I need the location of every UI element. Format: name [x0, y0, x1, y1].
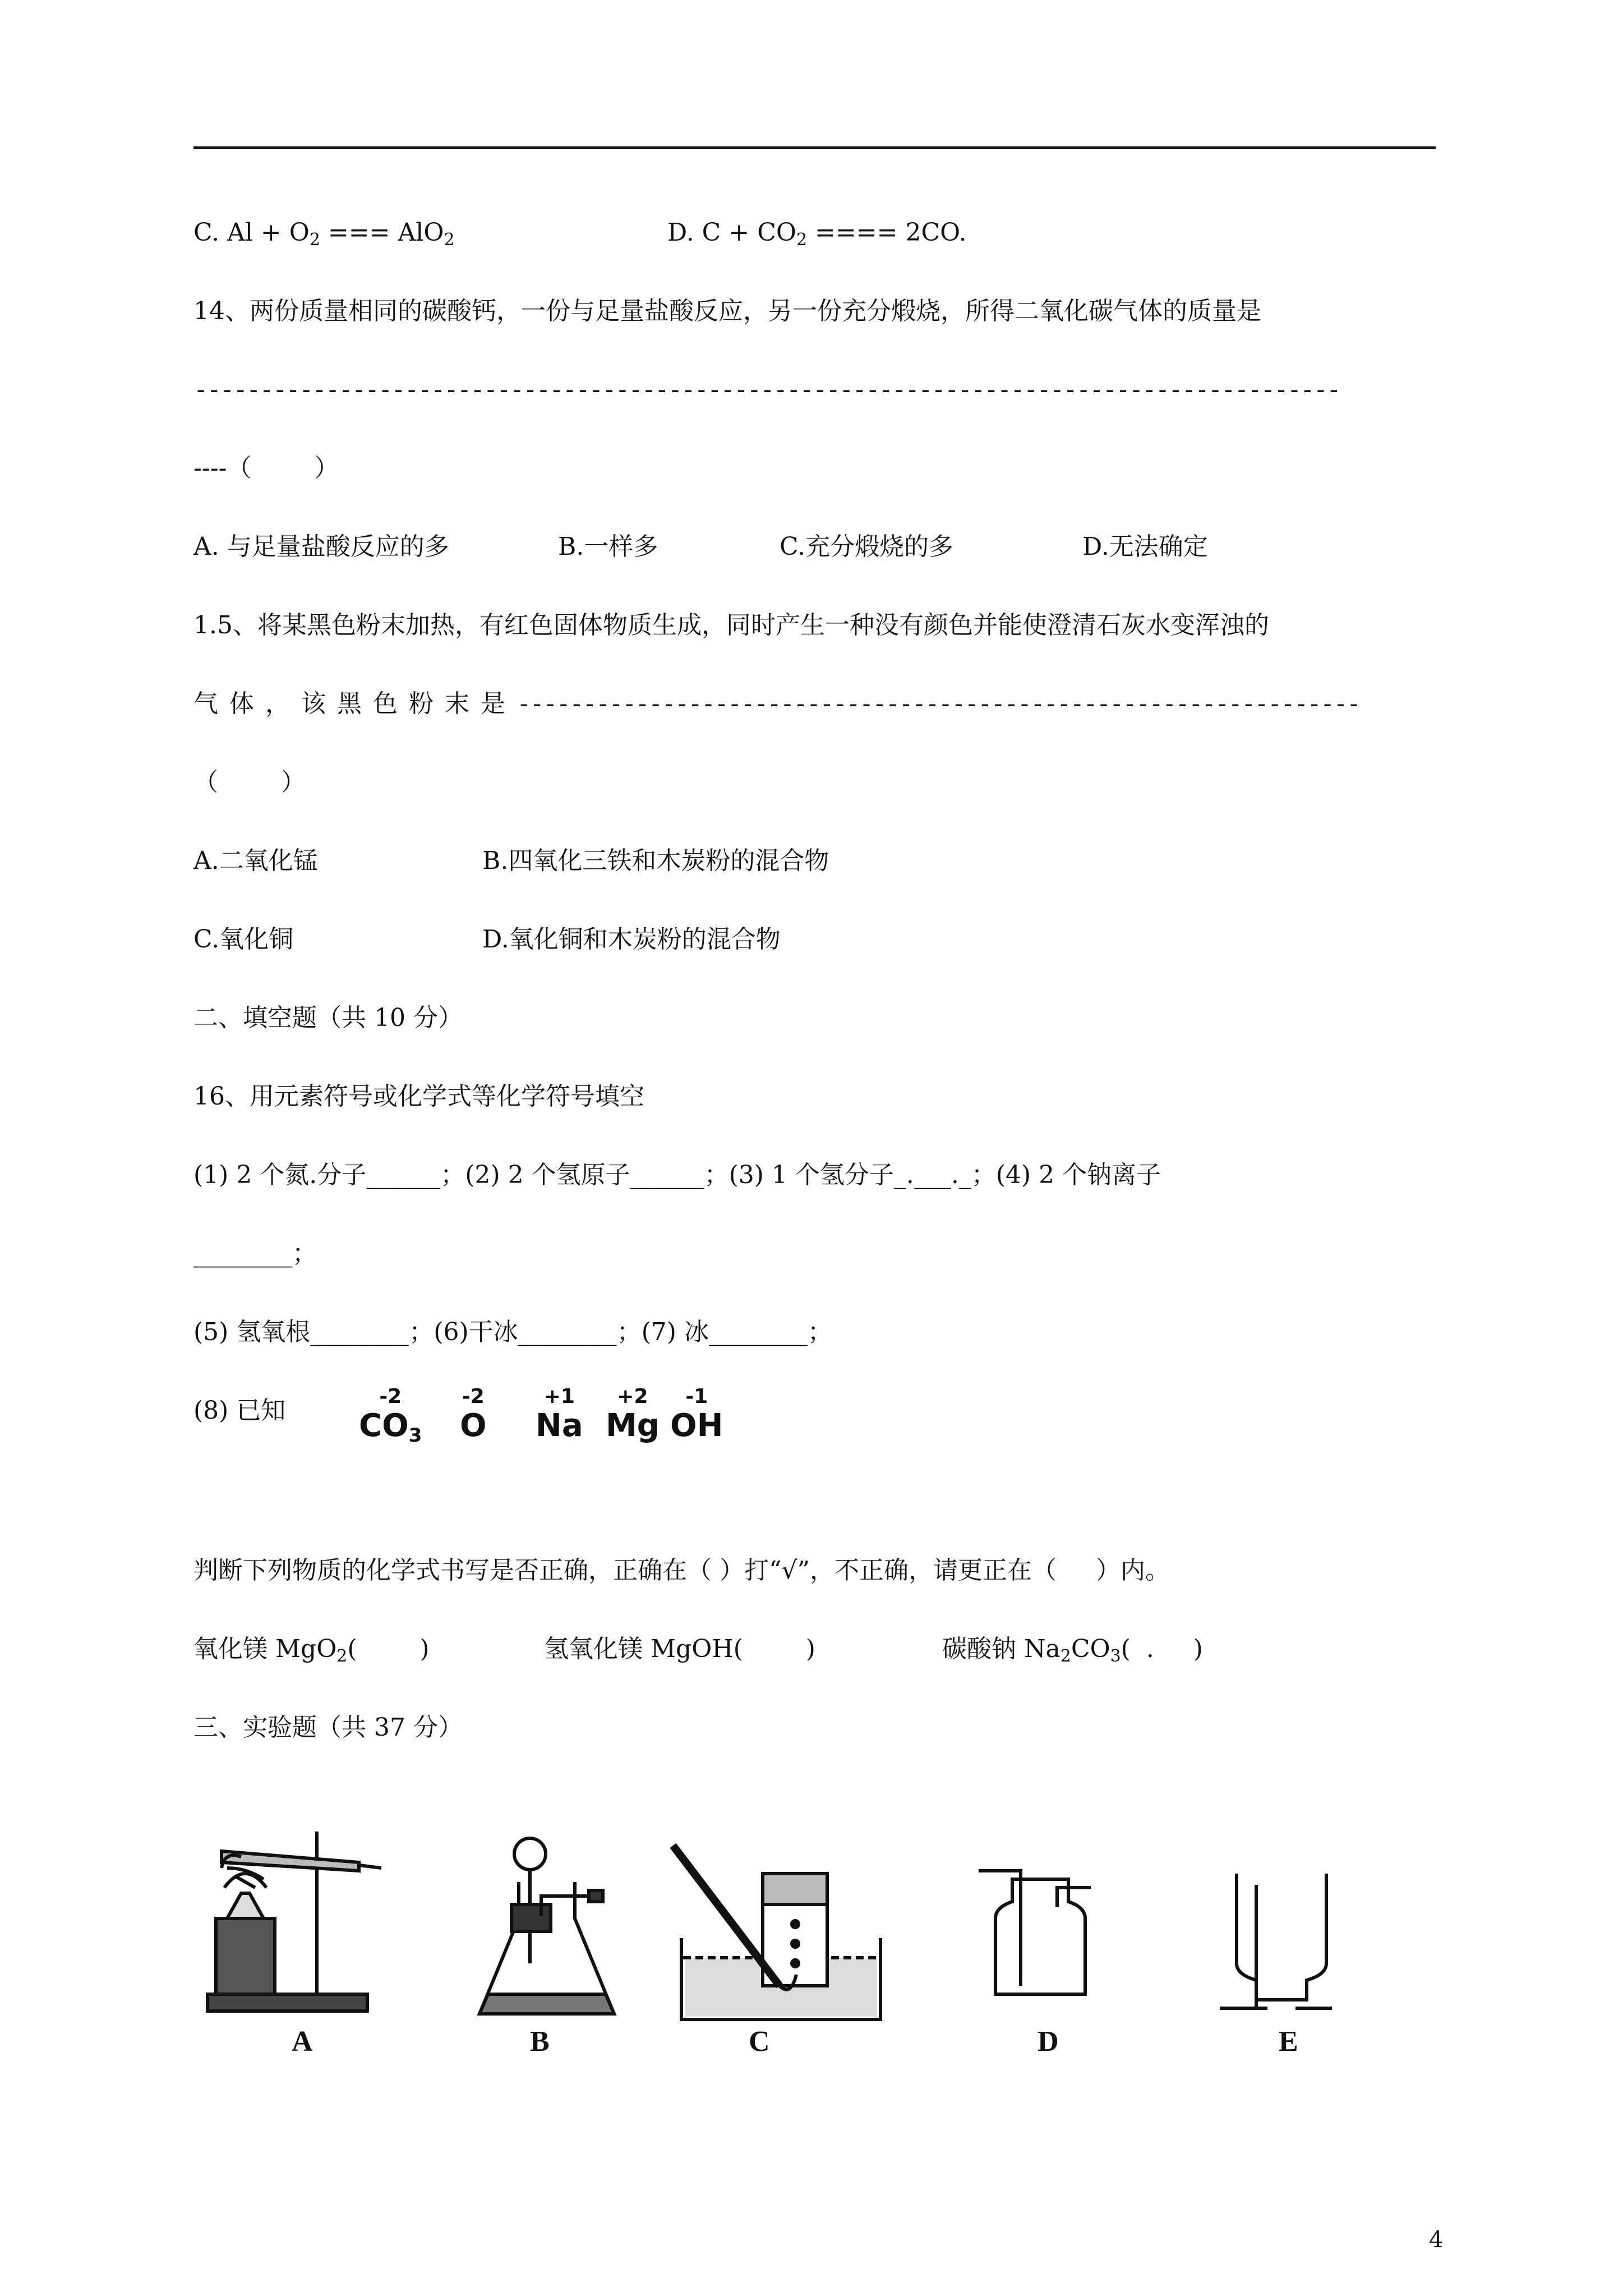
q16-line2: ________； [193, 1239, 317, 1268]
apparatus-label-c: C [749, 2026, 770, 2058]
q16-item-na2co3: 碳酸钠 $Na_2CO_3$( . ) [942, 1635, 1203, 1666]
apparatus-b-drawing [479, 1838, 614, 2014]
q14-option-b: B.一样多 [558, 532, 658, 561]
q15-stem-line2: 气体，该黑色粉末是---------------------------------------------------------------- [193, 689, 1360, 718]
q14-option-a: A. 与足量盐酸反应的多 [193, 532, 449, 561]
apparatus-label-d: D [1038, 2026, 1059, 2058]
valence-mg: +2 Mg [606, 1385, 660, 1444]
q14-answer-paren: ----（ ） [193, 454, 339, 482]
q13-option-d: D. $C + CO_2$ ==== 2CO. [667, 218, 967, 250]
q15-option-a: A.二氧化锰 [193, 846, 318, 875]
q16-line3: (5) 氢氧根________；(6)干冰________；(7) 冰________； [193, 1318, 832, 1346]
q16-stem: 16、用元素符号或化学式等化学符号填空 [193, 1082, 644, 1111]
q16-judge-instruction: 判断下列物质的化学式书写是否正确，正确在（ ）打“√”，不正确，请更正在（ ）内。 [193, 1556, 1170, 1585]
valence-oh: -1 OH [670, 1385, 723, 1444]
section-2-heading: 二、填空题（共 10 分） [193, 1004, 463, 1032]
apparatus-d-drawing [979, 1871, 1091, 1994]
q13-option-c: C. $Al + O_2$ === AlO$_2$ [193, 218, 455, 250]
q16-item-mgoh: 氢氧化镁 MgOH( ) [544, 1635, 815, 1663]
q14-stem: 14、两份质量相同的碳酸钙，一份与足量盐酸反应，另一份充分煅烧，所得二氧化碳气体的质量是 [193, 297, 1261, 325]
q15-answer-paren: （ ） [193, 768, 306, 797]
apparatus-a-drawing [208, 1832, 381, 2011]
q15-option-b: B.四氧化三铁和木炭粉的混合物 [482, 846, 829, 875]
q16-item-mgo2: 氧化镁 MgO$_2$( ) [193, 1635, 430, 1666]
page-number: 4 [1429, 2227, 1444, 2253]
q14-option-d: D.无法确定 [1082, 532, 1208, 561]
q14-option-c: C.充分煅烧的多 [780, 532, 954, 561]
q16-line4-label: (8) 已知 [193, 1396, 286, 1425]
apparatus-label-b: B [530, 2026, 550, 2058]
apparatus-c-drawing [673, 1846, 880, 2019]
q15-stem: 1.5、将某黑色粉末加热，有红色固体物质生成，同时产生一种没有颜色并能使澄清石灰水变浑浊的 [193, 611, 1269, 639]
apparatus-e-drawing [1220, 1874, 1332, 2008]
section-3-heading: 三、实验题（共 37 分） [193, 1713, 463, 1742]
apparatus-label-a: A [292, 2026, 313, 2058]
q16-line1: (1) 2 个氮.分子______；(2) 2 个氢原子______；(3) 1 个氢分子_.___._；(4) 2 个钠离子 [193, 1161, 1161, 1189]
q15-option-d: D.氧化铜和木炭粉的混合物 [482, 925, 781, 954]
valence-na: +1 Na [536, 1385, 583, 1444]
q15-option-c: C.氧化铜 [193, 925, 294, 954]
valence-o: -2 O [460, 1385, 487, 1444]
apparatus-label-e: E [1279, 2026, 1298, 2058]
valence-co3: -2 $CO_3$ [359, 1385, 422, 1447]
q14-dashes: --------------------------------------------------------------------------------------- [193, 375, 1340, 404]
